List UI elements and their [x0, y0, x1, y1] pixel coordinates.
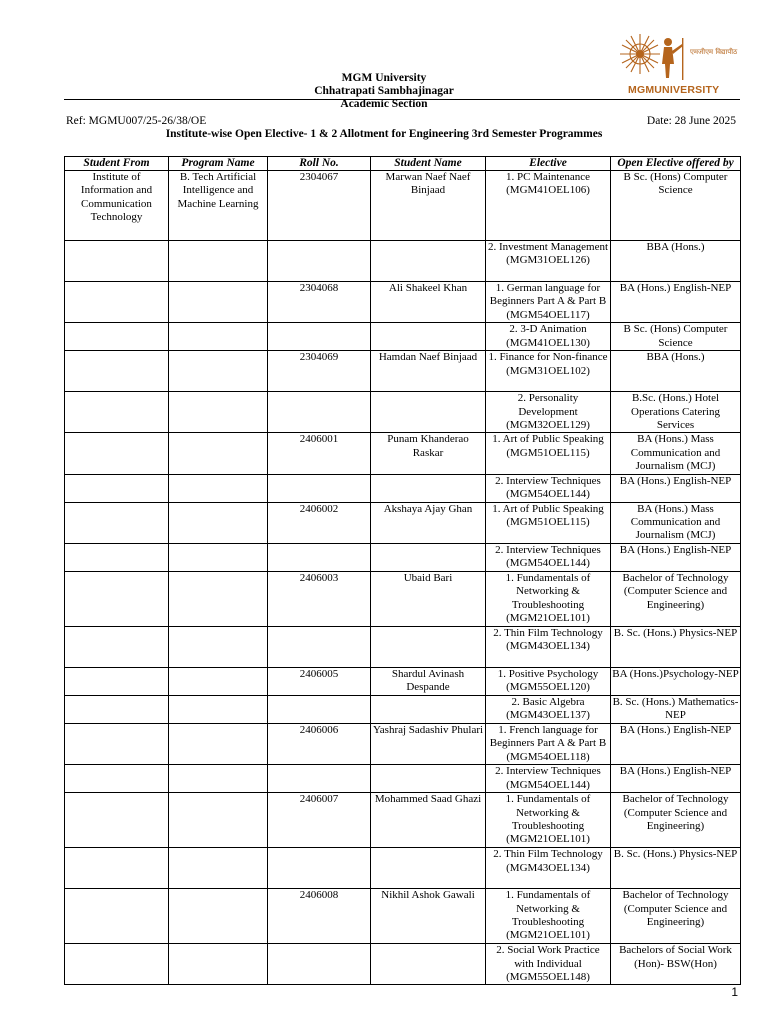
program-name-cell — [169, 351, 268, 392]
roll-no-cell: 2406007 — [268, 793, 371, 848]
offered-by-cell: Bachelors of Social Work (Hon)- BSW(Hon) — [611, 944, 741, 985]
elective-cell: 2. Basic Algebra (MGM43OEL137) — [486, 695, 611, 723]
offered-by-cell: BA (Hons.) Mass Communication and Journalism (MCJ) — [611, 433, 741, 474]
program-name-cell — [169, 282, 268, 323]
table-row — [65, 889, 741, 944]
document-date: Date: 28 June 2025 — [646, 115, 736, 127]
student-from-cell — [65, 433, 169, 474]
student-name-cell — [371, 848, 486, 889]
elective-cell: 2. Social Work Practice with Individual (MGM55OEL148) — [486, 944, 611, 985]
elective-cell: 2. Thin Film Technology (MGM43OEL134) — [486, 626, 611, 667]
student-name-cell — [371, 695, 486, 723]
offered-by-cell: Bachelor of Technology (Computer Science and Engineering) — [611, 889, 741, 944]
roll-no-cell: 2406002 — [268, 502, 371, 543]
roll-no-cell: 2406005 — [268, 667, 371, 695]
roll-no-cell — [268, 765, 371, 793]
table-row — [65, 433, 741, 474]
roll-no-cell — [268, 944, 371, 985]
roll-no-cell — [268, 323, 371, 351]
student-from-cell — [65, 848, 169, 889]
student-name-cell — [371, 241, 486, 282]
table-row — [65, 723, 741, 764]
program-name-cell — [169, 323, 268, 351]
student-name-cell: Marwan Naef Naef Binjaad — [371, 171, 486, 241]
elective-cell: 2. Personality Development (MGM32OEL129) — [486, 392, 611, 433]
roll-no-cell: 2304067 — [268, 171, 371, 241]
program-name-cell — [169, 765, 268, 793]
elective-cell: 1. German language for Beginners Part A & Part B (MGM54OEL117) — [486, 282, 611, 323]
offered-by-cell: B Sc. (Hons) Computer Science — [611, 323, 741, 351]
program-name-cell — [169, 695, 268, 723]
roll-no-cell — [268, 392, 371, 433]
student-from-cell — [65, 793, 169, 848]
program-name-cell — [169, 944, 268, 985]
table-row — [65, 626, 741, 667]
student-from-cell — [65, 282, 169, 323]
university-name: MGM University — [341, 72, 427, 84]
table-row — [65, 765, 741, 793]
student-from-cell — [65, 571, 169, 626]
elective-cell: 2. Interview Techniques (MGM54OEL144) — [486, 765, 611, 793]
elective-cell: 1. Fundamentals of Networking & Troubleshooting (MGM21OEL101) — [486, 793, 611, 848]
table-row — [65, 282, 741, 323]
elective-cell: 1. Finance for Non-finance (MGM31OEL102) — [486, 351, 611, 392]
program-name-cell — [169, 626, 268, 667]
student-name-cell — [371, 944, 486, 985]
header-divider — [64, 99, 740, 100]
roll-no-cell — [268, 474, 371, 502]
roll-no-cell — [268, 543, 371, 571]
student-name-cell — [371, 765, 486, 793]
offered-by-cell: B.Sc. (Hons.) Hotel Operations Catering Services — [611, 392, 741, 433]
table-row — [65, 944, 741, 985]
table-row — [65, 502, 741, 543]
roll-no-cell: 2406008 — [268, 889, 371, 944]
elective-cell: 2. 3-D Animation (MGM41OEL130) — [486, 323, 611, 351]
student-name-cell: Nikhil Ashok Gawali — [371, 889, 486, 944]
table-row — [65, 667, 741, 695]
student-from-cell — [65, 323, 169, 351]
table-row — [65, 351, 741, 392]
offered-by-cell: Bachelor of Technology (Computer Science and Engineering) — [611, 571, 741, 626]
student-name-cell: Ubaid Bari — [371, 571, 486, 626]
program-name-cell — [169, 889, 268, 944]
program-name-cell — [169, 723, 268, 764]
student-from-cell — [65, 944, 169, 985]
program-name-cell — [169, 241, 268, 282]
offered-by-cell: B. Sc. (Hons.) Physics-NEP — [611, 848, 741, 889]
student-name-cell — [371, 474, 486, 502]
university-location: Chhatrapati Sambhajinagar — [314, 85, 454, 97]
offered-by-cell: BA (Hons.) English-NEP — [611, 474, 741, 502]
program-name-cell: B. Tech Artificial Intelligence and Machine Learning — [169, 171, 268, 241]
offered-by-cell: BBA (Hons.) — [611, 351, 741, 392]
column-header: Student Name — [371, 157, 486, 171]
student-name-cell: Yashraj Sadashiv Phulari — [371, 723, 486, 764]
elective-cell: 1. French language for Beginners Part A & Part B (MGM54OEL118) — [486, 723, 611, 764]
program-name-cell — [169, 848, 268, 889]
student-name-cell — [371, 543, 486, 571]
allotment-table — [64, 156, 741, 985]
table-row — [65, 171, 741, 241]
roll-no-cell — [268, 848, 371, 889]
offered-by-cell: Bachelor of Technology (Computer Science and Engineering) — [611, 793, 741, 848]
column-header: Program Name — [169, 157, 268, 171]
offered-by-cell: BA (Hons.) Mass Communication and Journalism (MCJ) — [611, 502, 741, 543]
elective-cell: 1. PC Maintenance (MGM41OEL106) — [486, 171, 611, 241]
elective-cell: 1. Fundamentals of Networking & Troubleshooting (MGM21OEL101) — [486, 889, 611, 944]
roll-no-cell: 2406001 — [268, 433, 371, 474]
table-row — [65, 392, 741, 433]
student-name-cell: Punam Khanderao Raskar — [371, 433, 486, 474]
student-name-cell: Mohammed Saad Ghazi — [371, 793, 486, 848]
elective-cell: 2. Thin Film Technology (MGM43OEL134) — [486, 848, 611, 889]
student-from-cell — [65, 667, 169, 695]
table-row — [65, 793, 741, 848]
program-name-cell — [169, 793, 268, 848]
student-name-cell — [371, 626, 486, 667]
student-name-cell — [371, 392, 486, 433]
student-name-cell: Hamdan Naef Binjaad — [371, 351, 486, 392]
offered-by-cell: BA (Hons.) English-NEP — [611, 543, 741, 571]
offered-by-cell: BA (Hons.) English-NEP — [611, 723, 741, 764]
offered-by-cell: BA (Hons.)Psychology-NEP — [611, 667, 741, 695]
elective-cell: 2. Interview Techniques (MGM54OEL144) — [486, 474, 611, 502]
elective-cell: 2. Investment Management (MGM31OEL126) — [486, 241, 611, 282]
elective-cell: 1. Art of Public Speaking (MGM51OEL115) — [486, 502, 611, 543]
roll-no-cell: 2406003 — [268, 571, 371, 626]
section-name: Academic Section — [340, 98, 428, 110]
student-from-cell — [65, 474, 169, 502]
logo-text: MGMUNIVERSITY — [628, 84, 720, 96]
column-header: Student From — [65, 157, 169, 171]
student-name-cell: Shardul Avinash Despande — [371, 667, 486, 695]
roll-no-cell: 2304068 — [268, 282, 371, 323]
logo-hindi-text: एमजीएम विद्यापीठ — [690, 48, 738, 56]
column-header: Roll No. — [268, 157, 371, 171]
student-name-cell — [371, 323, 486, 351]
program-name-cell — [169, 667, 268, 695]
program-name-cell — [169, 392, 268, 433]
document-header — [0, 72, 768, 111]
elective-cell: 1. Fundamentals of Networking & Troubleshooting (MGM21OEL101) — [486, 571, 611, 626]
student-name-cell: Ali Shakeel Khan — [371, 282, 486, 323]
student-name-cell: Akshaya Ajay Ghan — [371, 502, 486, 543]
elective-cell: 1. Art of Public Speaking (MGM51OEL115) — [486, 433, 611, 474]
elective-cell: 1. Positive Psychology (MGM55OEL120) — [486, 667, 611, 695]
student-from-cell: Institute of Information and Communication Technology — [65, 171, 169, 241]
offered-by-cell: BA (Hons.) English-NEP — [611, 765, 741, 793]
elective-cell: 2. Interview Techniques (MGM54OEL144) — [486, 543, 611, 571]
roll-no-cell — [268, 695, 371, 723]
table-row — [65, 848, 741, 889]
page-number: 1 — [731, 985, 738, 999]
offered-by-cell: B. Sc. (Hons.) Physics-NEP — [611, 626, 741, 667]
table-row — [65, 571, 741, 626]
table-header-row — [65, 157, 741, 171]
student-from-cell — [65, 889, 169, 944]
program-name-cell — [169, 433, 268, 474]
student-from-cell — [65, 351, 169, 392]
offered-by-cell: B. Sc. (Hons.) Mathematics- NEP — [611, 695, 741, 723]
student-from-cell — [65, 695, 169, 723]
table-row — [65, 474, 741, 502]
column-header: Elective — [486, 157, 611, 171]
student-from-cell — [65, 241, 169, 282]
student-from-cell — [65, 502, 169, 543]
column-header: Open Elective offered by — [611, 157, 741, 171]
student-from-cell — [65, 543, 169, 571]
student-from-cell — [65, 723, 169, 764]
program-name-cell — [169, 502, 268, 543]
student-from-cell — [65, 626, 169, 667]
student-from-cell — [65, 765, 169, 793]
table-row — [65, 241, 741, 282]
table-row — [65, 543, 741, 571]
roll-no-cell — [268, 626, 371, 667]
program-name-cell — [169, 543, 268, 571]
table-row — [65, 323, 741, 351]
reference-number: Ref: MGMU007/25-26/38/OE — [66, 115, 207, 127]
roll-no-cell — [268, 241, 371, 282]
table-row — [65, 695, 741, 723]
offered-by-cell: B Sc. (Hons) Computer Science — [611, 171, 741, 241]
program-name-cell — [169, 571, 268, 626]
offered-by-cell: BA (Hons.) English-NEP — [611, 282, 741, 323]
roll-no-cell: 2406006 — [268, 723, 371, 764]
roll-no-cell: 2304069 — [268, 351, 371, 392]
document-subtitle: Institute-wise Open Elective- 1 & 2 Allotment for Engineering 3rd Semester Programmes — [165, 128, 603, 140]
program-name-cell — [169, 474, 268, 502]
student-from-cell — [65, 392, 169, 433]
offered-by-cell: BBA (Hons.) — [611, 241, 741, 282]
